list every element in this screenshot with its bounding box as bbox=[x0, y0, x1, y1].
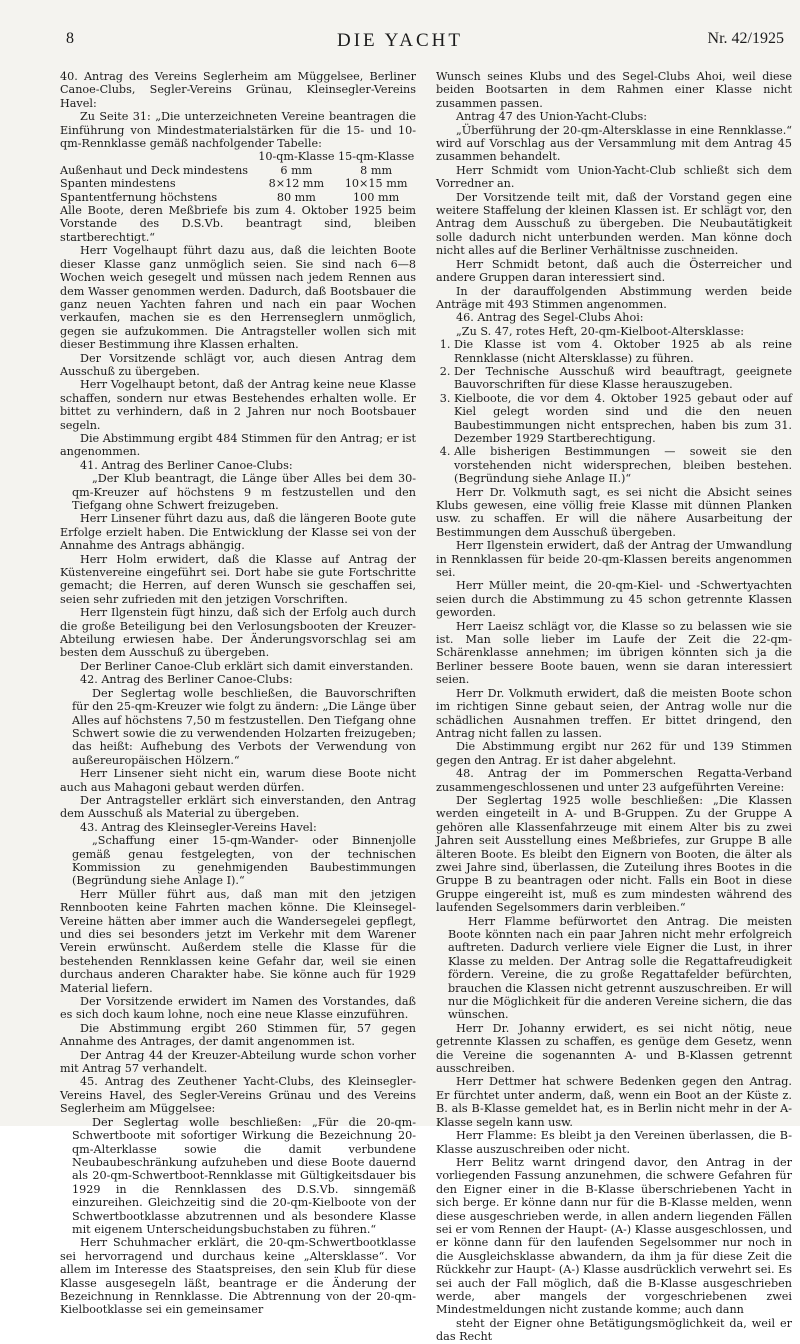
paragraph: Zu Seite 31: „Die unterzeichneten Vereine beantragen die Einführung von Mindestmaterialstärken für die 15- und 10-qm-Rennklasse gemäß nachfolgender Tabelle: bbox=[60, 110, 416, 151]
issue-number: Nr. 42/1925 bbox=[707, 30, 784, 47]
list-item: 4. Alle bisherigen Bestimmungen — soweit sie den vorstehenden nicht widersprechen, bleiben bestehen. (Begründung siehe Anlage II.)“ bbox=[454, 445, 792, 485]
thickness-table bbox=[60, 150, 416, 204]
table-cell: Außenhaut und Deck mindestens bbox=[60, 163, 249, 177]
paragraph: Der Vorsitzende erwidert im Namen des Vorstandes, daß es sich doch kaum lohne, noch eine neue Klasse einzuführen. bbox=[60, 995, 416, 1022]
paragraph: Der Antrag 44 der Kreuzer-Abteilung wurde schon vorher mit Antrag 57 verhandelt. bbox=[60, 1048, 416, 1076]
paragraph: Die Abstimmung ergibt nur 262 für und 139 Stimmen gegen den Antrag. Er ist daher abgelehnt. bbox=[436, 740, 792, 767]
paragraph: Der Seglertag 1925 wolle beschließen: „Die Klassen werden eingeteilt in A- und B-Gruppen. Zu der Gruppe A gehören alle Klassenfahrzeuge mit einem Alter bis zu zwei Jahren seit Ausstellung eines Meßbriefes, zur Gruppe B alle älteren Boote. Es bleibt den Eignern von Booten, die älter als zwei Jahre sind, überlassen, die Zuteilung ihres Bootes in die Gruppe B zu beantragen oder nicht. Falls ein Boot in diese Gruppe eingereiht ist, muß es zum mindesten während des laufenden Segelsommers darin verbleiben.“ bbox=[436, 793, 792, 915]
paragraph: Herr Linsener sieht nicht ein, warum diese Boote nicht auch aus Mahagoni gebaut werden dürfen. bbox=[60, 767, 416, 794]
paragraph: 41. Antrag des Berliner Canoe-Clubs: bbox=[80, 458, 293, 472]
paragraph: Herr Ilgenstein erwidert, daß der Antrag der Umwandlung in Rennklassen für beide 20-qm-Klassen bereits angenommen sei. bbox=[436, 539, 792, 580]
paragraph: Der Seglertag wolle beschließen, die Bauvorschriften für den 25-qm-Kreuzer wie folgt zu ändern: „Die Länge über Alles auf höchstens 7,50 m festzustellen. Den Tiefgang ohne Schwert sowie die zu verwendenden Holzarten freizugeben; das heißt: Aufhebung des Verbots der Verwendung von außereuropäischen Hölzern.“ bbox=[72, 686, 416, 767]
right-column bbox=[436, 70, 792, 1344]
paragraph: Herr Schmidt betont, daß auch die Österreicher und andere Gruppen daran interessiert sind. bbox=[436, 257, 792, 285]
paragraph: Herr Dr. Volkmuth sagt, es sei nicht die Absicht seines Klubs gewesen, eine völlig freie Klasse mit dünnen Planken usw. zu schaffen. Er will die nähere Ausarbeitung der Bestimmungen dem Ausschuß übergeben. bbox=[436, 485, 792, 539]
table-row bbox=[60, 191, 416, 204]
paragraph: 40. Antrag des Vereins Seglerheim am Müggelsee, Berliner Canoe-Clubs, Segler-Vereins Grünau, Kleinsegler-Vereins Havel: bbox=[60, 70, 416, 110]
list-item: 1. Die Klasse ist vom 4. Oktober 1925 ab als reine Rennklasse (nicht Altersklasse) zu führen. bbox=[454, 338, 792, 365]
table-header-row bbox=[60, 150, 416, 163]
paragraph: Die Abstimmung ergibt 260 Stimmen für, 57 gegen Annahme des Antrages, der damit angenommen ist. bbox=[60, 1021, 416, 1049]
paragraph: Herr Müller meint, die 20-qm-Kiel- und -Schwertyachten seien durch die Abstimmung zu 45 schon getrennte Klassen geworden. bbox=[436, 579, 792, 620]
table-cell: 8×12 mm bbox=[268, 177, 325, 191]
table-row bbox=[60, 177, 416, 190]
paragraph: Herr Flamme befürwortet den Antrag. Die meisten Boote könnten nach ein paar Jahren nicht mehr erfolgreich auftreten. Dadurch verliere viele Eigner die Lust, in ihrer Klasse zu melden. Der Antrag solle die Regattafreudigkeit fördern. Vereine, die zu große Regattafelder befürchten, brauchen die Klassen nicht getrennt auszuschreiben. Er will nur die Möglichkeit für die anderen Vereine sichern, die das wünschen. bbox=[448, 914, 792, 1022]
paragraph: Herr Vogelhaupt führt dazu aus, daß die leichten Boote dieser Klasse ganz unmöglich seien. Sie sind nach 6—8 Wochen weich gesegelt und müssen nach jedem Rennen aus dem Wasser genommen werden. Dadurch, daß Bootsbauer die ganz neuen Yachten fahren und nach ein paar Wochen verkaufen, machen sie es den Herrenseglern unmöglich, gegen sie aufzukommen. Die Antragsteller wollen sich mit dieser Bestimmung ihre Klassen erhalten. bbox=[60, 244, 416, 352]
paragraph: Herr Vogelhaupt betont, daß der Antrag keine neue Klasse schaffen, sondern nur etwas Bestehendes erhalten wolle. Er bittet zu verhindern, daß in 2 Jahren nur noch Bootsbauer segeln. bbox=[60, 378, 416, 432]
table-cell bbox=[60, 150, 257, 163]
paragraph: Wunsch seines Klubs und des Segel-Clubs Ahoi, weil diese beiden Bootsarten in dem Rahmen einer Klasse nicht zusammen passen. bbox=[436, 70, 792, 110]
conditions-list bbox=[436, 338, 792, 485]
table-cell: Spantentfernung höchstens bbox=[60, 190, 218, 204]
paragraph: Herr Belitz warnt dringend davor, den Antrag in der vorliegenden Fassung anzunehmen, die schwere Gefahren für den Eigner einer in die B-Klasse überschriebenen Yacht in sich berge. Er könne dann nur für die B-Klasse melden, wenn diese ausgeschrieben werde, in allen andern liegenden Fällen sei er vom Rennen der Haupt- (A-) Klasse ausgeschlossen, und er könne dann für den laufenden Segelsommer nur noch in die Ausgleichsklasse abwandern, da ihm ja für diese Zeit die Rückkehr zur Haupt- (A-) Klasse ausdrücklich verwehrt sei. Es sei auch der Fall möglich, daß die B-Klasse ausgeschrieben werde, aber mangels der vorgeschriebenen zwei Mindestmeldungen nicht zustande komme; auch dann bbox=[436, 1155, 792, 1317]
table-cell: 10×15 mm bbox=[344, 177, 408, 191]
paragraph: Herr Laeisz schlägt vor, die Klasse so zu belassen wie sie ist. Man solle lieber im Laufe der Zeit die 22-qm-Schärenklasse annehmen; im übrigen könnten sich ja die Berliner bessere Boote bauen, wenn sie daran interessiert seien. bbox=[436, 619, 792, 687]
paragraph: Herr Flamme: Es bleibt ja den Vereinen überlassen, die B-Klasse auszuschreiben oder nicht. bbox=[436, 1129, 792, 1156]
page-number: 8 bbox=[66, 30, 74, 47]
paragraph: Herr Müller führt aus, daß man mit den jetzigen Rennbooten keine Fahrten machen könne. Die Kleinsegel-Vereine hätten aber immer auch die Wandersegelei gepflegt, und dies sei besonders jetzt im Verkehr mit dem Warener Verein erwünscht. Außerdem stelle die Klasse für die bestehenden Rennklassen keine Gefahr dar, weil sie einen durchaus anderen Charakter habe. Sie könne auch für 1929 Material liefern. bbox=[60, 887, 416, 995]
paragraph: Antrag 47 des Union-Yacht-Clubs: bbox=[456, 110, 648, 124]
paragraph: Herr Dr. Volkmuth erwidert, daß die meisten Boote schon im richtigen Sinne gebaut seien, der Antrag wolle nur die schädlichen Ausnahmen treffen. Er bittet dringend, den Antrag nicht fallen zu lassen. bbox=[436, 686, 792, 740]
paragraph: In der darauffolgenden Abstimmung werden beide Anträge mit 493 Stimmen angenommen. bbox=[436, 284, 792, 311]
paragraph: Herr Linsener führt dazu aus, daß die längeren Boote gute Erfolge erzielt haben. Die Entwicklung der Klasse sei von der Annahme des Antrags abhängig. bbox=[60, 512, 416, 553]
table-cell: 15-qm-Klasse bbox=[337, 150, 415, 164]
paragraph: 43. Antrag des Kleinsegler-Vereins Havel: bbox=[80, 820, 317, 834]
paragraph: „Zu S. 47, rotes Heft, 20-qm-Kielboot-Altersklasse: bbox=[456, 324, 745, 338]
table-cell: 80 mm bbox=[276, 190, 316, 204]
paragraph: „Überführung der 20-qm-Altersklasse in eine Rennklasse.“ wird auf Vorschlag aus der Versammlung mit dem Antrag 45 zusammen behandelt. bbox=[436, 123, 792, 164]
paragraph: Der Vorsitzende schlägt vor, auch diesen Antrag dem Ausschuß zu übergeben. bbox=[60, 351, 416, 378]
paragraph: Herr Dettmer hat schwere Bedenken gegen den Antrag. Er fürchtet unter anderm, daß, wenn ein Boot an der Küste z. B. als B-Klasse gemeldet hat, es in Berlin nicht mehr in der A-Klasse segeln kann usw. bbox=[436, 1075, 792, 1129]
paragraph: steht der Eigner ohne Betätigungsmöglichkeit da, weil er das Recht bbox=[436, 1316, 792, 1344]
left-column bbox=[60, 70, 416, 1317]
paragraph: Herr Dr. Johanny erwidert, es sei nicht nötig, neue getrennte Klassen zu schaffen, es genüge dem Gesetz, wenn die Vereine die sogenannten A- und B-Klassen getrennt ausschreiben. bbox=[436, 1021, 792, 1076]
paragraph: Der Seglertag wolle beschließen: „Für die 20-qm-Schwertboote mit sofortiger Wirkung die Bezeichnung 20-qm-Alterklasse sowie die damit verbundene Neubaubeschränkung aufzuheben und diese Boote dauernd als 20-qm-Schwertboot-Rennklasse mit Gültigkeitsdauer bis 1929 in die Rennklassen des D.S.Vb. sinngemäß einzureihen. Gleichzeitig sind die 20-qm-Kielboote von der Schwertbootklasse abzutrennen und als besondere Klasse mit eigenem Unterscheidungsbuchstaben zu führen.“ bbox=[72, 1115, 416, 1236]
table-cell: 6 mm bbox=[280, 163, 313, 177]
list-item: 3. Kielboote, die vor dem 4. Oktober 1925 gebaut oder auf Kiel gelegt worden sind und die den neuen Baubestimmungen nicht entsprechen, haben bis zum 31. Dezember 1929 Startberechtigung. bbox=[454, 392, 792, 446]
paragraph: „Schaffung einer 15-qm-Wander- oder Binnenjolle gemäß genau festgelegten, von der technischen Kommission zu genehmigenden Baubestimmungen (Begründung siehe Anlage I).“ bbox=[72, 834, 416, 888]
table-cell: Spanten mindestens bbox=[60, 177, 176, 191]
table-cell: 100 mm bbox=[353, 190, 400, 204]
paragraph: Alle Boote, deren Meßbriefe bis zum 4. Oktober 1925 beim Vorstande des D.S.Vb. beantragt sind, bleiben startberechtigt.“ bbox=[60, 204, 416, 244]
magazine-title: DIE YACHT bbox=[336, 30, 464, 51]
paragraph: „Der Klub beantragt, die Länge über Alles bei dem 30-qm-Kreuzer auf höchstens 9 m festzustellen und den Tiefgang ohne Schwert freizugeben. bbox=[72, 472, 416, 512]
paragraph: Herr Schmidt vom Union-Yacht-Club schließt sich dem Vorredner an. bbox=[436, 163, 792, 191]
paragraph: Der Antragsteller erklärt sich einverstanden, den Antrag dem Ausschuß als Material zu übergeben. bbox=[60, 793, 416, 821]
paragraph: 42. Antrag des Berliner Canoe-Clubs: bbox=[80, 673, 293, 687]
paragraph: Herr Ilgenstein fügt hinzu, daß sich der Erfolg auch durch die große Beteiligung bei den Verlosungsbooten der Kreuzer-Abteilung erwiesen habe. Der Änderungsvorschlag sei am besten dem Ausschuß zu übergeben. bbox=[60, 606, 416, 660]
paragraph: Herr Schuhmacher erklärt, die 20-qm-Schwertbootklasse sei hervorragend und durchaus keine „Altersklasse“. Vor allem im Interesse des Staatspreises, den sein Klub für diese Klasse ausgesegeln läßt, beantrage er die Änderung der Bezeichnung in Rennklasse. Die Abtrennung von der 20-qm-Kielbootklasse sei ein gemeinsamer bbox=[60, 1236, 416, 1317]
paragraph: Herr Holm erwidert, daß die Klasse auf Antrag der Küstenvereine eingeführt sei. Dort habe sie gute Fortschritte gemacht; die Herren, auf deren Wunsch sie geschaffen sei, seien sehr zufrieden mit den jetzigen Vorschriften. bbox=[60, 552, 416, 606]
paragraph: Der Berliner Canoe-Club erklärt sich damit einverstanden. bbox=[80, 659, 414, 673]
paragraph: 48. Antrag der im Pommerschen Regatta-Verband zusammengeschlossenen und unter 23 aufgeführten Vereine: bbox=[436, 767, 792, 794]
table-cell: 10-qm-Klasse bbox=[258, 150, 335, 164]
paragraph: Die Abstimmung ergibt 484 Stimmen für den Antrag; er ist angenommen. bbox=[60, 431, 416, 459]
table-row bbox=[60, 164, 416, 177]
paragraph: 46. Antrag des Segel-Clubs Ahoi: bbox=[456, 311, 644, 325]
list-item: 2. Der Technische Ausschuß wird beauftragt, geeignete Bauvorschriften für diese Klasse herauszugeben. bbox=[454, 365, 792, 392]
paragraph: 45. Antrag des Zeuthener Yacht-Clubs, des Kleinsegler-Vereins Havel, des Segler-Vereins Grünau und des Vereins Seglerheim am Müggelsee: bbox=[60, 1075, 416, 1116]
paragraph: Der Vorsitzende teilt mit, daß der Vorstand gegen eine weitere Staffelung der kleinen Klassen ist. Er schlägt vor, den Antrag dem Ausschuß zu übergeben. Die Neubautätigkeit solle dadurch nicht unterbunden werden. Man könne doch nicht alles auf die Berliner Verhältnisse zuschneiden. bbox=[436, 190, 792, 258]
table-cell: 8 mm bbox=[360, 163, 393, 177]
